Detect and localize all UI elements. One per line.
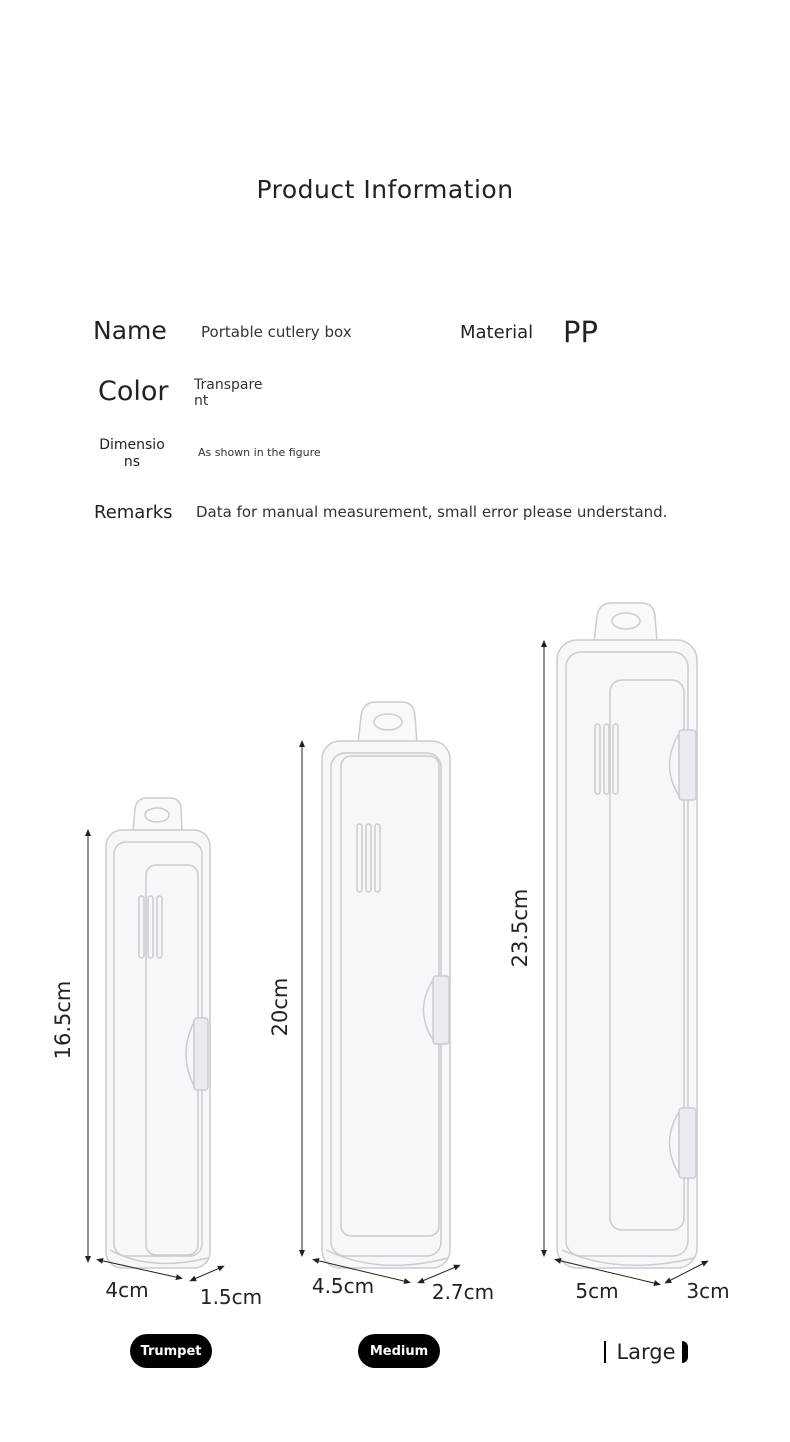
large-width-label: 5cm xyxy=(575,1279,619,1303)
medium-height-label: 20cm xyxy=(268,977,292,1037)
material-label: Material xyxy=(460,322,534,343)
medium-depth-label: 2.7cm xyxy=(431,1280,495,1304)
large-height-label: 23.5cm xyxy=(508,888,532,968)
trumpet-box xyxy=(106,798,210,1268)
color-value-line2: nt xyxy=(194,393,209,409)
large-box xyxy=(557,603,697,1268)
large-depth-label: 3cm xyxy=(686,1279,730,1303)
trumpet-width-label: 4cm xyxy=(105,1278,149,1302)
color-value xyxy=(194,377,263,409)
remarks-value: Data for manual measurement, small error please understand. xyxy=(196,503,668,521)
medium-box xyxy=(322,702,450,1268)
name-label: Name xyxy=(93,316,167,345)
size-badge-large-label: Large xyxy=(616,1340,676,1364)
page-title: Product Information xyxy=(256,175,514,204)
color-value-line1: Transpare xyxy=(194,377,263,393)
dimensions-label-line1: Dimensio xyxy=(99,437,165,453)
material-value: PP xyxy=(563,315,598,349)
product-illustration xyxy=(0,560,790,1320)
trumpet-depth-label: 1.5cm xyxy=(199,1285,263,1309)
remarks-label: Remarks xyxy=(94,502,173,523)
size-badge-medium: Medium xyxy=(358,1334,440,1368)
trumpet-height-label: 16.5cm xyxy=(51,980,75,1060)
size-badge-trumpet: Trumpet xyxy=(130,1334,212,1368)
medium-width-label: 4.5cm xyxy=(311,1274,375,1298)
color-label: Color xyxy=(98,376,169,407)
dimensions-label xyxy=(96,437,168,471)
dimensions-value: As shown in the figure xyxy=(198,446,321,459)
name-value: Portable cutlery box xyxy=(201,323,352,341)
size-badge-large xyxy=(604,1335,688,1369)
dimensions-label-line2: ns xyxy=(123,454,141,470)
